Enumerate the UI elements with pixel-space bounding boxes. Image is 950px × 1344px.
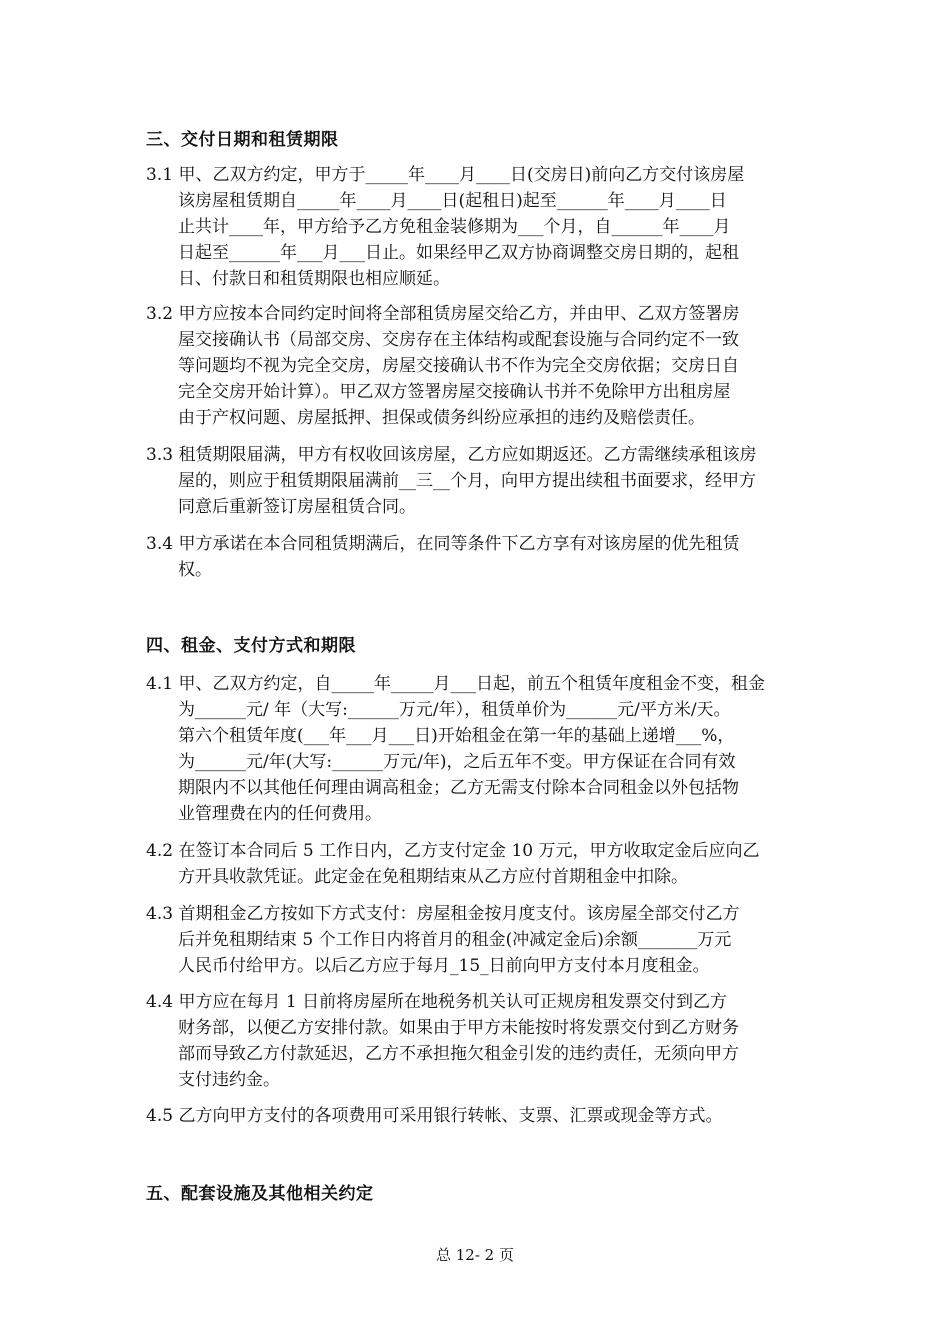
clause-line: 完全交房开始计算）。甲乙双方签署房屋交接确认书并不免除甲方出租房屋	[178, 382, 731, 402]
clause-line: 4.4 甲方应在每月 1 日前将房屋所在地税务机关认可正规房租发票交付到乙方	[146, 992, 728, 1012]
section-heading-4: 四、租金、支付方式和期限	[146, 636, 356, 656]
clause-line: 屋交接确认书（局部交房、交房存在主体结构或配套设施与合同约定不一致	[178, 330, 739, 350]
clause-3-4	[146, 531, 816, 583]
clause-line: 为______元/年(大写:______万元/年)，之后五年不变。甲方保证在合同有效	[178, 752, 736, 772]
clause-line: 同意后重新签订房屋租赁合同。	[178, 497, 416, 517]
clause-4-1	[146, 671, 816, 827]
section-heading-3: 三、交付日期和租赁期限	[146, 130, 339, 150]
clause-line: 止共计____年，甲方给予乙方免租金装修期为___个月，自______年____月	[178, 217, 731, 237]
clause-line: 3.2 甲方应按本合同约定时间将全部租赁房屋交给乙方，并由甲、乙双方签署房	[146, 304, 740, 324]
clause-line: 权。	[178, 560, 212, 580]
clause-line: 3.3 租赁期限届满，甲方有权收回该房屋，乙方应如期返还。乙方需继续承租该房	[146, 445, 757, 465]
clause-line: 人民币付给甲方。以后乙方应于每月_15_日前向甲方支付本月度租金。	[178, 956, 710, 976]
clause-line: 4.2 在签订本合同后 5 工作日内，乙方支付定金 10 万元，甲方收取定金后应向乙	[146, 841, 760, 861]
clause-line: 4.5 乙方向甲方支付的各项费用可采用银行转帐、支票、汇票或现金等方式。	[146, 1106, 723, 1126]
clause-4-4	[146, 989, 816, 1093]
clause-3-2	[146, 301, 816, 431]
clause-line: 后并免租期结束 5 个工作日内将首月的租金(冲减定金后)余额_______万元	[178, 930, 732, 950]
clause-line: 业管理费在内的任何费用。	[178, 804, 382, 824]
clause-line: 4.3 首期租金乙方按如下方式支付：房屋租金按月度支付。该房屋全部交付乙方	[146, 904, 740, 924]
clause-line: 日起至______年___月___日止。如果经甲乙双方协商调整交房日期的，起租	[178, 243, 739, 263]
clause-line: 方开具收款凭证。此定金在免租期结束从乙方应付首期租金中扣除。	[178, 867, 688, 887]
section-heading-5: 五、配套设施及其他相关约定	[146, 1184, 374, 1204]
clause-3-3	[146, 442, 816, 520]
clause-line: 3.1 甲、乙双方约定，甲方于_____年____月____日(交房日)前向乙方交付该房屋	[146, 165, 745, 185]
clause-line: 支付违约金。	[178, 1070, 280, 1090]
clause-line: 第六个租赁年度(___年___月___日)开始租金在第一年的基础上递增___%，	[178, 726, 735, 746]
clause-line: 为______元/ 年（大写:______万元/年），租赁单价为______元/平方米/天。	[178, 700, 731, 720]
clause-4-3	[146, 901, 816, 979]
clause-line: 部而导致乙方付款延迟，乙方不承担拖欠租金引发的违约责任，无须向甲方	[178, 1044, 739, 1064]
clause-line: 屋的，则应于租赁期限届满前__三__个月，向甲方提出续租书面要求，经甲方	[178, 471, 756, 491]
clause-4-2	[146, 838, 816, 890]
clause-line: 财务部，以便乙方安排付款。如果由于甲方未能按时将发票交付到乙方财务	[178, 1018, 739, 1038]
page-footer: 总 12- 2 页	[435, 1246, 514, 1264]
clause-4-5	[146, 1103, 816, 1129]
clause-line: 3.4 甲方承诺在本合同租赁期满后，在同等条件下乙方享有对该房屋的优先租赁	[146, 534, 740, 554]
clause-line: 期限内不以其他任何理由调高租金；乙方无需支付除本合同租金以外包括物	[178, 778, 739, 798]
clause-line: 4.1 甲、乙双方约定，自_____年_____月___日起，前五个租赁年度租金不变，租金	[146, 674, 765, 694]
clause-line: 由于产权问题、房屋抵押、担保或债务纠纷应承担的违约及赔偿责任。	[178, 408, 705, 428]
clause-line: 该房屋租赁期自_____年____月____日(起租日)起至______年____月____日	[178, 191, 727, 211]
clause-line: 等问题均不视为完全交房，房屋交接确认书不作为完全交房依据；交房日自	[178, 356, 739, 376]
clause-line: 日、付款日和租赁期限也相应顺延。	[178, 269, 450, 289]
clause-3-1	[146, 162, 816, 292]
